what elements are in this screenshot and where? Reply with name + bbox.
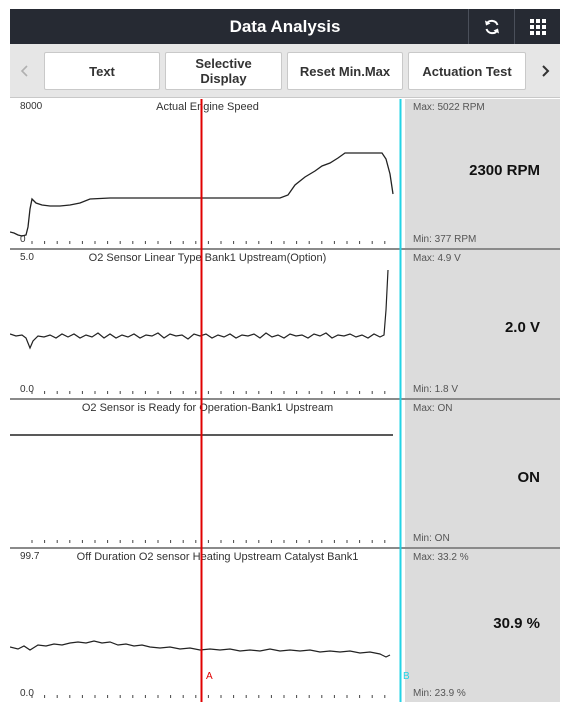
- graph-trace: [10, 549, 405, 702]
- y-axis-min-label: 0.0: [20, 688, 34, 699]
- reset-min-max-button[interactable]: Reset Min.Max: [287, 52, 403, 90]
- selective-display-button[interactable]: Selective Display: [165, 52, 282, 90]
- grid-menu-button[interactable]: [514, 9, 560, 44]
- min-value: Min: 1.8 V: [413, 384, 459, 395]
- current-value: ON: [517, 469, 540, 486]
- y-axis-max-label: 99.7: [20, 551, 40, 562]
- graph-title: Actual Engine Speed: [156, 101, 259, 113]
- max-value: Max: ON: [413, 403, 453, 414]
- graph-title: O2 Sensor is Ready for Operation-Bank1 Upstream: [81, 402, 334, 414]
- graph-trace: [10, 99, 405, 248]
- refresh-button[interactable]: [468, 9, 514, 44]
- y-axis-min-label: 0.0: [20, 384, 34, 395]
- toolbar: [10, 44, 560, 98]
- page-title: Data Analysis: [229, 17, 341, 36]
- graph-title: O2 Sensor Linear Type Bank1 Upstream(Option): [88, 252, 327, 264]
- value-panel: [405, 250, 560, 398]
- max-value: Max: 33.2 %: [413, 552, 469, 563]
- min-value: Min: ON: [413, 533, 450, 544]
- cursor-b-label: B: [403, 671, 410, 682]
- current-value: 2300 RPM: [469, 162, 540, 179]
- max-value: Max: 5022 RPM: [413, 102, 485, 113]
- graph-area[interactable]: [10, 250, 405, 398]
- value-panel: [405, 549, 560, 702]
- graph-area[interactable]: [10, 400, 405, 547]
- y-axis-max-label: 8000: [20, 101, 43, 112]
- min-value: Min: 23.9 %: [413, 688, 466, 699]
- graph-area[interactable]: [10, 549, 405, 702]
- current-value: 2.0 V: [504, 319, 540, 336]
- graph-panel-heater-off-duration[interactable]: [10, 549, 560, 702]
- chevron-left-icon: [20, 64, 30, 78]
- y-axis-min-label: 0: [20, 234, 26, 245]
- y-axis-max-label: 5.0: [20, 252, 34, 263]
- cursor-a-label: A: [206, 671, 213, 682]
- graph-title: Off Duration O2 sensor Heating Upstream Catalyst Bank1: [76, 551, 359, 563]
- max-value: Max: 4.9 V: [413, 253, 461, 264]
- value-panel: [405, 99, 560, 248]
- scroll-right-button[interactable]: [532, 52, 558, 90]
- graph-trace: [10, 400, 405, 547]
- chevron-right-icon: [540, 64, 550, 78]
- scroll-left-button[interactable]: [12, 52, 38, 90]
- min-value: Min: 377 RPM: [413, 234, 477, 245]
- graph-panel-o2-ready[interactable]: [10, 400, 560, 547]
- grid-icon: [530, 19, 546, 35]
- actuation-test-button[interactable]: Actuation Test: [408, 52, 526, 90]
- graph-panel-o2-linear[interactable]: [10, 250, 560, 398]
- text-button[interactable]: Text: [44, 52, 160, 90]
- current-value: 30.9 %: [493, 615, 540, 632]
- refresh-icon: [483, 18, 501, 36]
- value-panel: [405, 400, 560, 547]
- graph-trace: [10, 250, 405, 398]
- graph-area[interactable]: [10, 99, 405, 248]
- title-bar: [10, 9, 560, 44]
- graph-panel-engine-speed[interactable]: [10, 99, 560, 248]
